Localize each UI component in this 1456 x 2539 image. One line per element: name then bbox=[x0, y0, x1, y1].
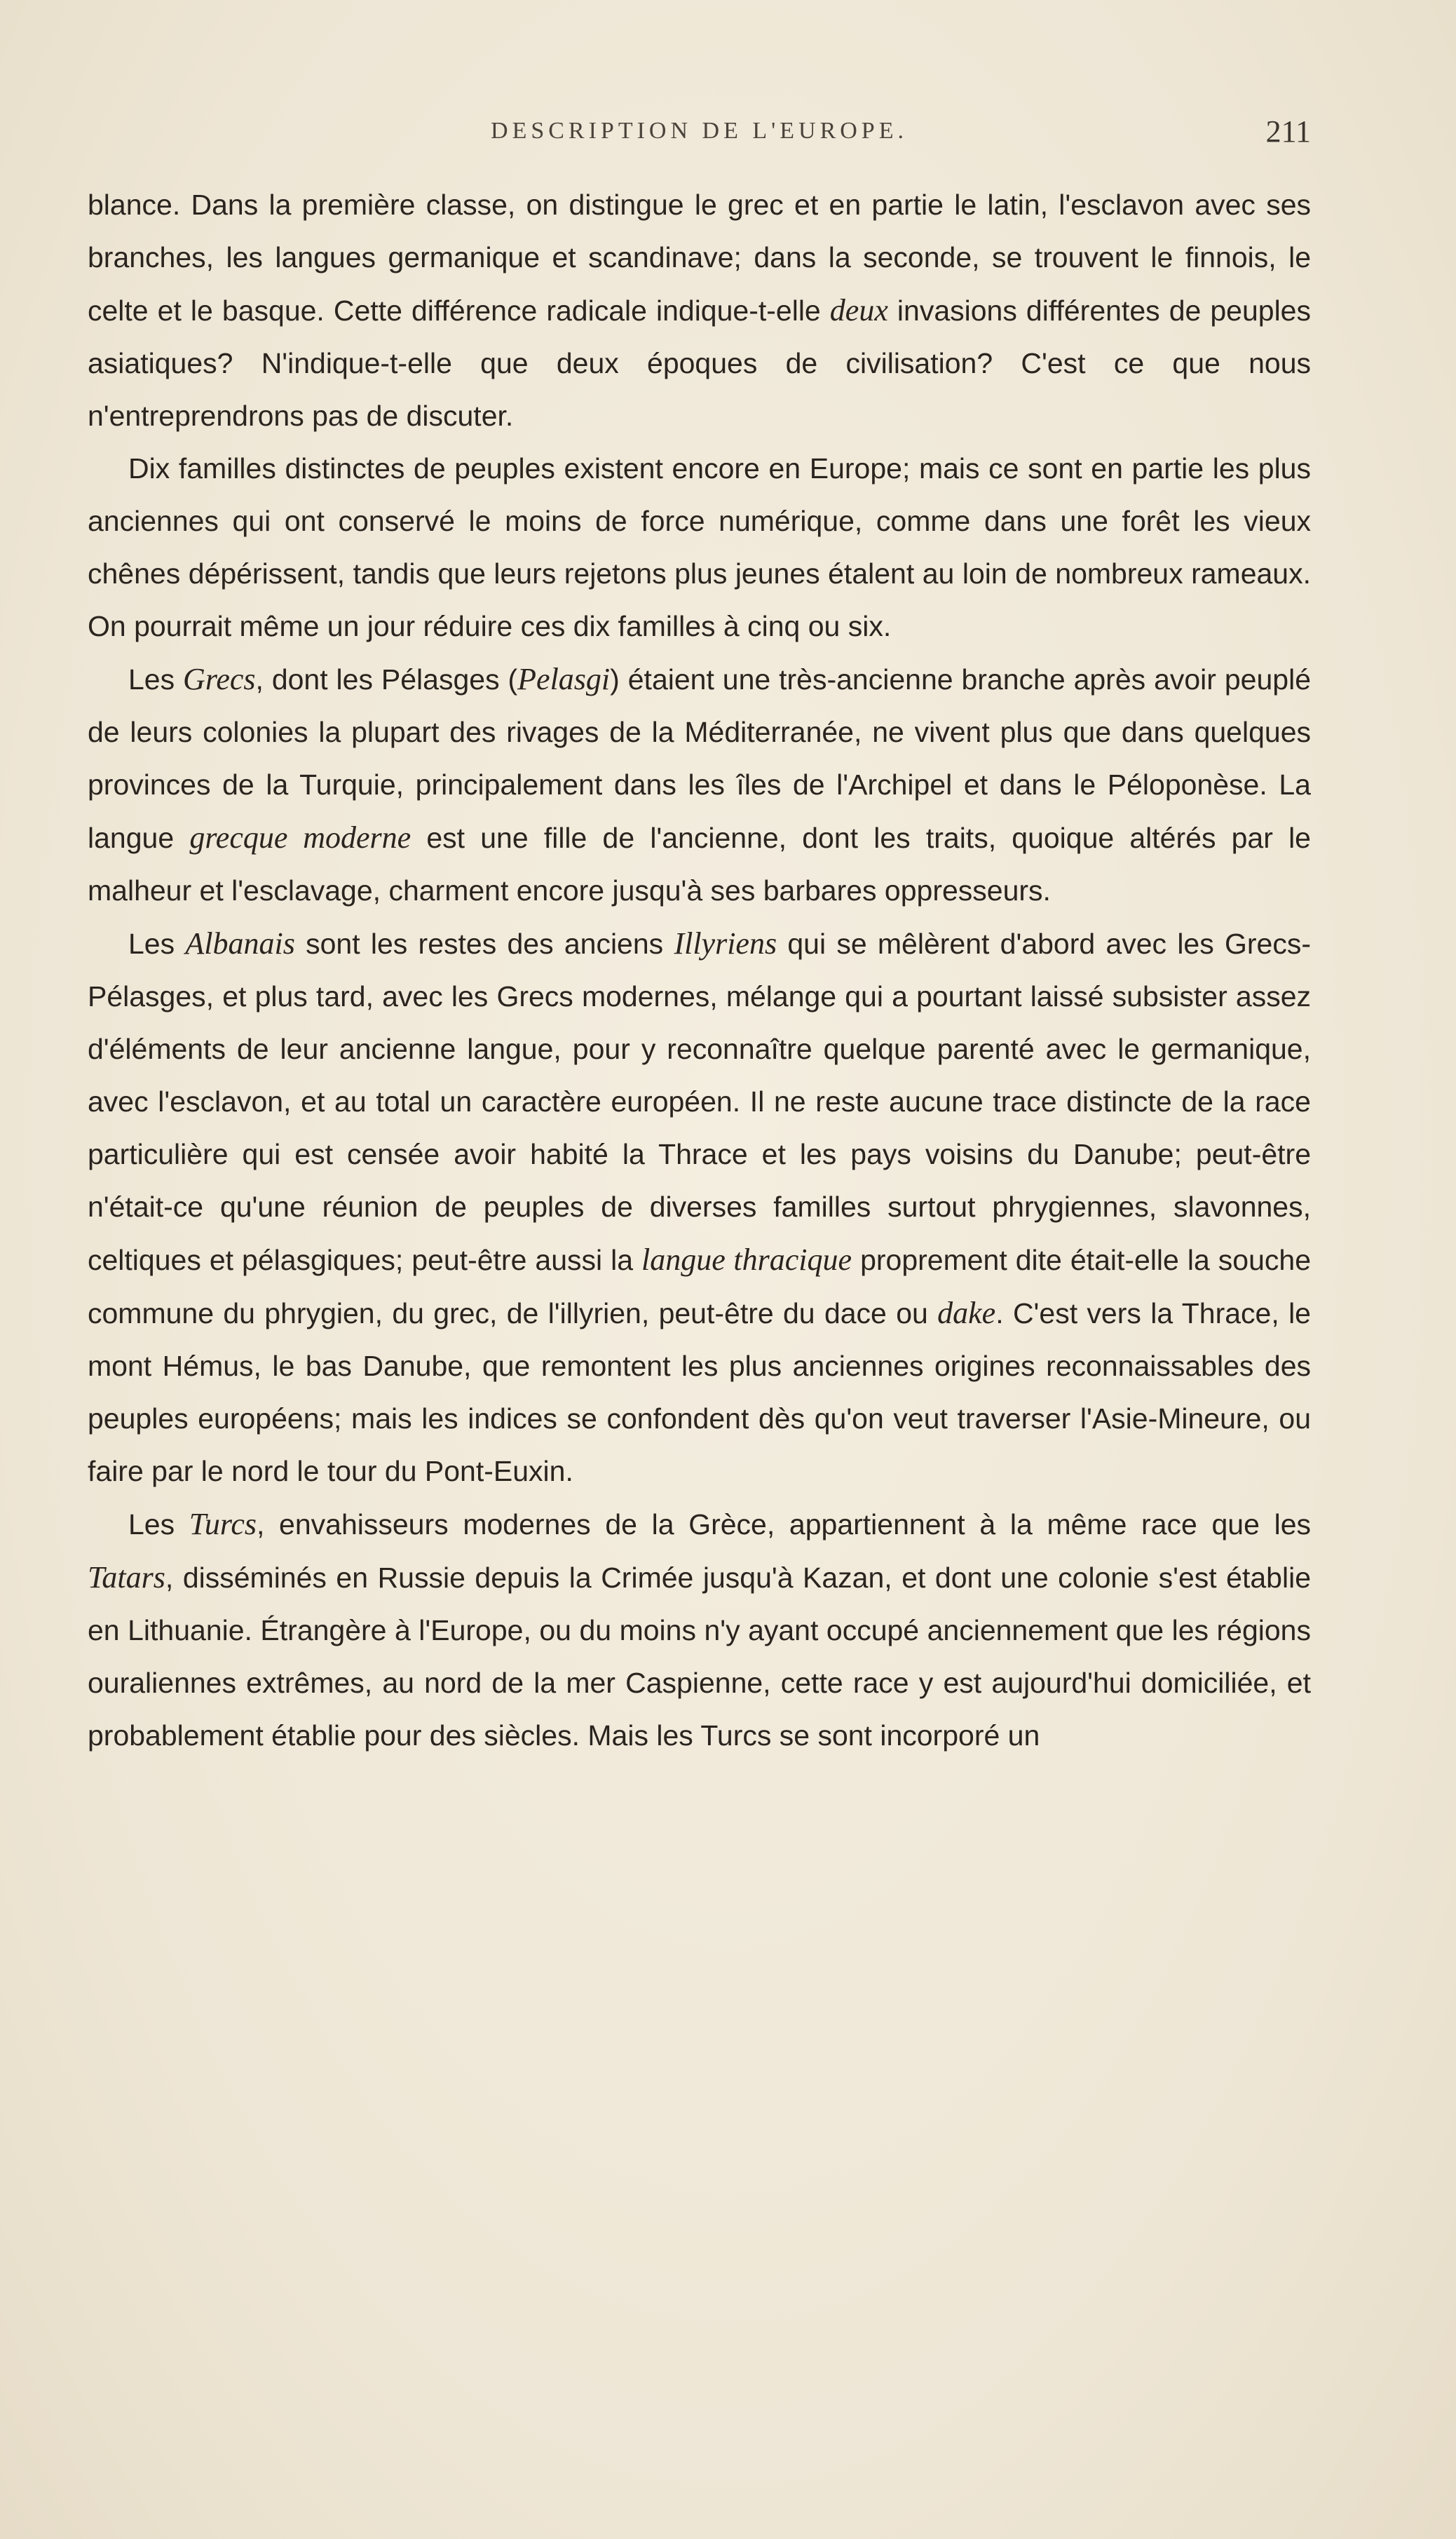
text-run: Les bbox=[128, 663, 184, 696]
page-number: 211 bbox=[1265, 114, 1311, 149]
italic-run: Illyriens bbox=[674, 926, 777, 961]
text-run: Les bbox=[128, 928, 186, 960]
text-run: , envahisseurs modernes de la Grèce, appartiennent à la même race que les bbox=[256, 1508, 1312, 1541]
text-run: ) étaient une très-ancienne branche après avoir peuplé de leurs colonies la plupart des rivages de la Méditerranée, ne vivent plus que dans quelques provinces de la Turquie, principalement dans les îles de l'Archipel et dans le Péloponèse. La langue bbox=[88, 663, 1311, 854]
paragraph bbox=[88, 917, 1311, 1498]
body-text bbox=[88, 179, 1311, 1762]
italic-run: dake bbox=[937, 1296, 996, 1330]
italic-run: Grecs bbox=[183, 662, 256, 696]
italic-run: Tatars bbox=[88, 1560, 165, 1595]
text-run: , dont les Pélasges ( bbox=[255, 663, 518, 696]
text-run: invasions différentes de peuples asiatiques? N'indique-t-elle que deux époques de civilisation? C'est ce que nous n'entreprendrons pas de discuter. bbox=[88, 294, 1311, 432]
text-run: , disséminés en Russie depuis la Crimée jusqu'à Kazan, et dont une colonie s'est établie en Lithuanie. Étrangère à l'Europe, ou du moins n'y ayant occupé anciennement que les régions ouraliennes extrêmes, au nord de la mer Caspienne, cette race y est aujourd'hui domiciliée, et probablement établie pour des siècles. Mais les Turcs se sont incorporé un bbox=[88, 1562, 1311, 1752]
italic-run: langue thracique bbox=[641, 1243, 852, 1277]
text-run: est une fille de l'ancienne, dont les traits, quoique altérés par le malheur et l'esclavage, charment encore jusqu'à ses barbares oppresseurs. bbox=[88, 822, 1311, 907]
text-run: . C'est vers la Thrace, le mont Hémus, le bas Danube, que remontent les plus anciennes origines reconnaissables des peuples européens; mais les indices se confondent dès qu'on veut traverser l'Asie-Mineure, ou faire par le nord le tour du Pont-Euxin. bbox=[88, 1297, 1311, 1487]
page-header bbox=[88, 114, 1311, 160]
running-title: DESCRIPTION DE L'EUROPE. bbox=[491, 118, 908, 144]
italic-run: Pelasgi bbox=[517, 662, 611, 696]
paragraph bbox=[88, 179, 1311, 442]
text-run: Les bbox=[128, 1508, 189, 1541]
italic-run: deux bbox=[829, 293, 888, 327]
italic-run: Albanais bbox=[185, 926, 295, 961]
text-run: qui se mêlèrent d'abord avec les Grecs-Pélasges, et plus tard, avec les Grecs modernes, mélange qui a pourtant laissé subsister assez d'éléments de leur ancienne langue, pour y reconnaître quelque parenté avec le germanique, avec l'esclavon, et au total un caractère européen. Il ne reste aucune trace distincte de la race particulière qui est censée avoir habité la Thrace et les pays voisins du Danube; peut-être n'était-ce qu'une réunion de peuples de diverses familles surtout phrygiennes, slavonnes, celtiques et pélasgiques; peut-être aussi la bbox=[88, 928, 1312, 1276]
text-run: blance. Dans la première classe, on distingue le grec et en partie le latin, l'esclavon avec ses branches, les langues germanique et scandinave; dans la seconde, se trouvent le finnois, le celte et le basque. Cette différence radicale indique-t-elle bbox=[88, 189, 1311, 327]
text-run: Dix familles distinctes de peuples existent encore en Europe; mais ce sont en partie les plus anciennes qui ont conservé le moins de force numérique, comme dans une forêt les vieux chênes dépérissent, tandis que leurs rejetons plus jeunes étalent au loin de nombreux rameaux. On pourrait même un jour réduire ces dix familles à cinq ou six. bbox=[88, 452, 1311, 642]
text-run: sont les restes des anciens bbox=[294, 928, 674, 960]
paragraph bbox=[88, 442, 1311, 653]
paragraph bbox=[88, 653, 1311, 917]
paragraph bbox=[88, 1498, 1311, 1762]
text-run: proprement dite était-elle la souche commune du phrygien, du grec, de l'illyrien, peut-être du dace ou bbox=[88, 1244, 1311, 1329]
italic-run: grecque moderne bbox=[189, 820, 411, 855]
italic-run: Turcs bbox=[189, 1507, 257, 1541]
